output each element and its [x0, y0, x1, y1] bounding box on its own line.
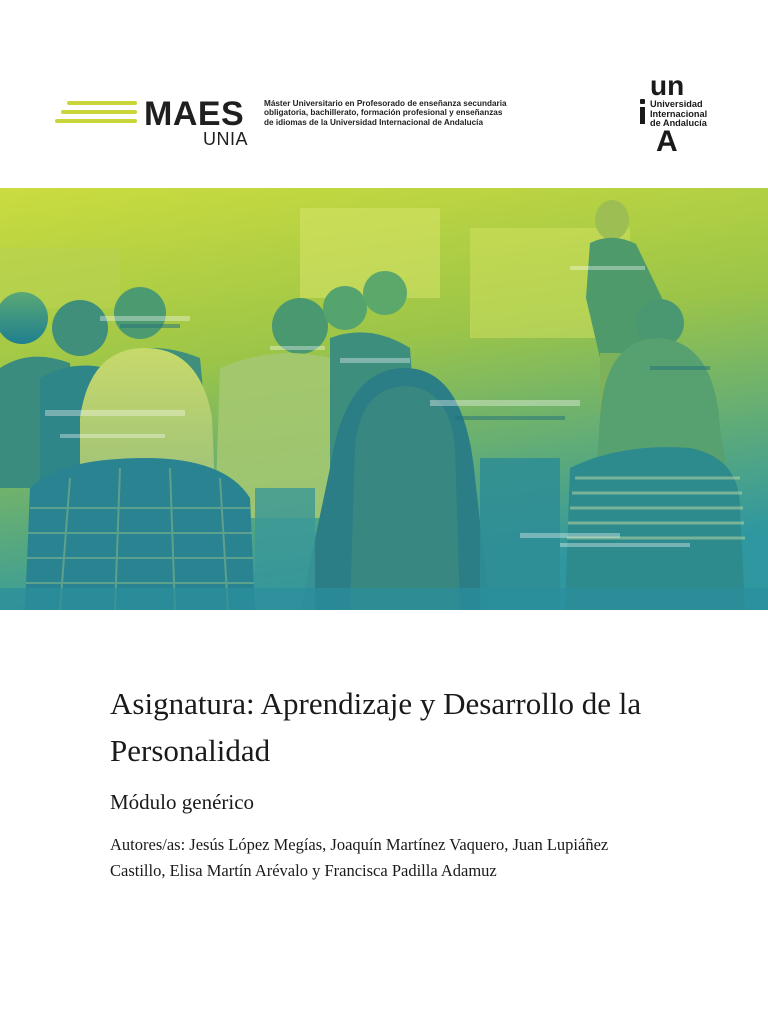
program-description-line: de idiomas de la Universidad Internacional de Andalucía — [264, 117, 483, 127]
program-description — [264, 99, 564, 127]
classroom-photo-icon — [0, 188, 768, 610]
unia-logo-line: Universidad — [650, 99, 703, 109]
unia-i-dot — [640, 99, 645, 104]
document-authors: Autores/as: Jesús López Megías, Joaquín Martínez Vaquero, Juan Lupiáñez Castillo, Elisa Martín Arévalo y Francisca Padilla Adamuz — [110, 835, 609, 880]
document-subtitle: Módulo genérico — [110, 790, 255, 814]
program-description-line: Máster Universitario en Profesorado de enseñanza secundaria — [264, 99, 507, 108]
unia-logo — [638, 72, 728, 158]
cover-photo — [0, 188, 768, 610]
unia-logo-top: un — [650, 70, 685, 101]
maes-logo-sub: UNIA — [203, 129, 249, 149]
unia-logo-a: A — [656, 125, 678, 158]
document-title: Asignatura: Aprendizaje y Desarrollo de la Personalidad — [110, 686, 642, 768]
unia-i-stem — [640, 107, 645, 124]
maes-stripes-icon — [55, 100, 139, 128]
maes-logo-word: MAES — [144, 95, 245, 133]
unia-logo-line: de Andalucía — [650, 118, 707, 129]
unia-logo-line: Internacional — [650, 108, 708, 119]
cover-header — [0, 0, 768, 188]
program-description-line: obligatoria, bachillerato, formación profesional y enseñanzas — [264, 108, 503, 118]
